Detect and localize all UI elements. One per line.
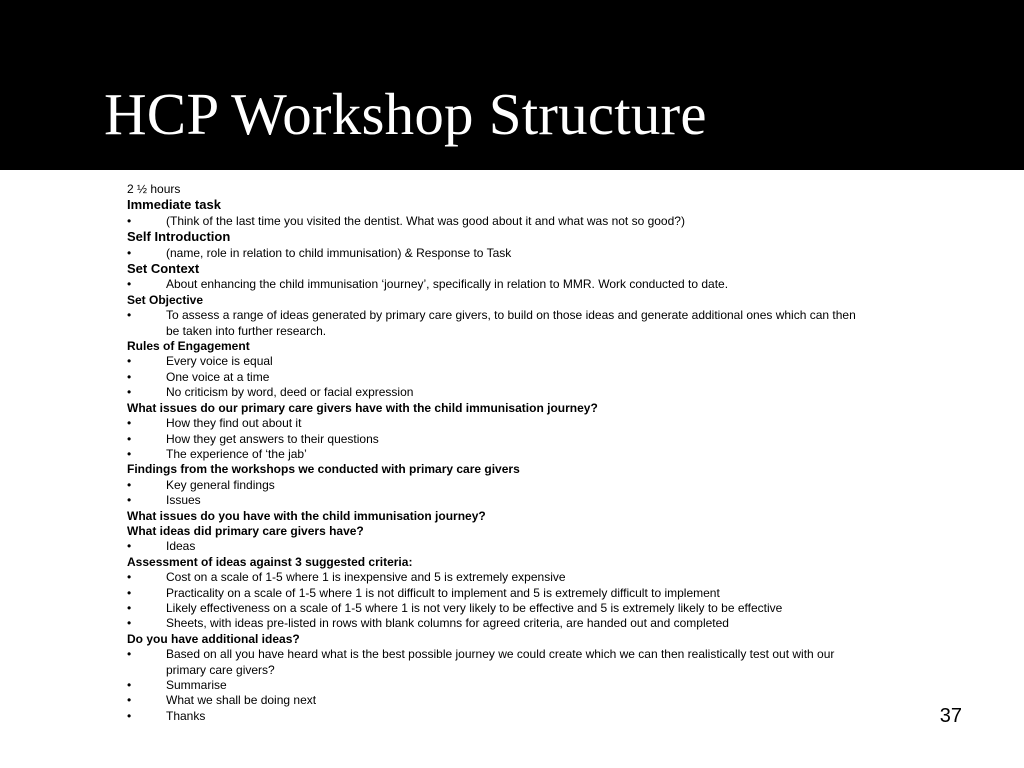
list-item-text: Sheets, with ideas pre-listed in rows with blank columns for agreed criteria, are handed out and completed: [166, 616, 729, 631]
list-item: [127, 647, 867, 678]
list-item-text: How they get answers to their questions: [166, 431, 379, 446]
bullet-marker: •: [127, 354, 132, 369]
list-item-text: Based on all you have heard what is the best possible journey we could create which we can then realistically test out with our primary care givers?: [166, 647, 835, 677]
list-item-text: Issues: [166, 493, 201, 508]
section-heading-self-introduction: Self Introduction: [127, 229, 231, 245]
list-item-text: One voice at a time: [166, 369, 270, 384]
list-item: [127, 586, 867, 601]
list-item: [127, 616, 867, 631]
list-item: [127, 277, 867, 292]
list-item: [127, 416, 867, 431]
bullet-marker: •: [127, 385, 132, 400]
bullet-marker: •: [127, 539, 132, 554]
list-item: [127, 601, 867, 616]
list-item: [127, 570, 867, 585]
list-item-text: No criticism by word, deed or facial expression: [166, 385, 414, 400]
bullet-marker: •: [127, 308, 132, 323]
bullet-marker: •: [127, 600, 132, 615]
list-item-text: Summarise: [166, 678, 227, 692]
bullet-marker: •: [127, 570, 132, 585]
bullet-marker: •: [127, 493, 132, 508]
section-heading-set-objective: Set Objective: [127, 292, 204, 307]
list-item: [127, 370, 867, 385]
bullet-marker: •: [127, 693, 132, 708]
list-item: [127, 693, 867, 708]
list-item: [127, 709, 867, 724]
list-item-text: (name, role in relation to child immunisation) & Response to Task: [166, 245, 512, 260]
bullet-marker: •: [127, 616, 132, 631]
slide-body: [127, 182, 867, 724]
slide-title: HCP Workshop Structure: [104, 81, 707, 147]
list-item-text: Practicality on a scale of 1-5 where 1 is not difficult to implement and 5 is extremely difficult to implement: [166, 585, 720, 600]
section-heading-additional-ideas: Do you have additional ideas?: [127, 631, 300, 646]
bullet-marker: •: [127, 213, 132, 228]
list-item-text: About enhancing the child immunisation ‘journey’, specifically in relation to MMR. Work conducted to date.: [166, 277, 729, 292]
list-item: [127, 308, 867, 339]
list-item: [127, 678, 867, 693]
list-item: [127, 214, 867, 229]
list-item-text: Cost on a scale of 1-5 where 1 is inexpensive and 5 is extremely expensive: [166, 570, 566, 585]
list-item-text: The experience of ‘the jab’: [166, 446, 307, 461]
bullet-marker: •: [127, 678, 132, 692]
section-heading-findings: Findings from the workshops we conducted with primary care givers: [127, 462, 520, 477]
bullet-marker: •: [127, 585, 132, 600]
section-heading-set-context: Set Context: [127, 261, 200, 277]
section-heading-pcg-issues: What issues do our primary care givers have with the child immunisation journey?: [127, 400, 598, 415]
list-item-text: What we shall be doing next: [166, 693, 317, 708]
list-item-text: Likely effectiveness on a scale of 1-5 where 1 is not very likely to be effective and 5 is extremely likely to be effective: [166, 600, 783, 615]
list-item: [127, 385, 867, 400]
bullet-marker: •: [127, 369, 132, 384]
list-item-text: To assess a range of ideas generated by primary care givers, to build on those ideas and generate additional ones which can then be taken into further research.: [166, 308, 856, 338]
list-item-text: How they find out about it: [166, 416, 302, 431]
title-bar: [0, 0, 1024, 170]
section-heading-rules: Rules of Engagement: [127, 339, 250, 354]
list-item: [127, 246, 867, 261]
list-item: [127, 493, 867, 508]
list-item: [127, 354, 867, 369]
bullet-marker: •: [127, 245, 132, 260]
list-item: [127, 432, 867, 447]
list-item: [127, 478, 867, 493]
duration-text: 2 ½ hours: [127, 182, 181, 196]
list-item-text: Key general findings: [166, 477, 275, 492]
list-item: [127, 539, 867, 554]
bullet-marker: •: [127, 708, 132, 723]
bullet-marker: •: [127, 647, 132, 662]
list-item: [127, 447, 867, 462]
list-item-text: Ideas: [166, 539, 196, 554]
page-number: 37: [939, 705, 962, 727]
bullet-marker: •: [127, 431, 132, 446]
section-heading-pcg-ideas: What ideas did primary care givers have?: [127, 523, 364, 538]
list-item-text: (Think of the last time you visited the dentist. What was good about it and what was not so good?): [166, 213, 685, 228]
list-item-text: Thanks: [166, 708, 206, 723]
list-item-text: Every voice is equal: [166, 354, 273, 369]
section-heading-assessment: Assessment of ideas against 3 suggested criteria:: [127, 554, 413, 569]
bullet-marker: •: [127, 277, 132, 292]
bullet-marker: •: [127, 477, 132, 492]
section-heading-your-issues: What issues do you have with the child immunisation journey?: [127, 508, 486, 523]
bullet-marker: •: [127, 416, 132, 431]
section-heading-immediate-task: Immediate task: [127, 197, 221, 213]
bullet-marker: •: [127, 446, 132, 461]
